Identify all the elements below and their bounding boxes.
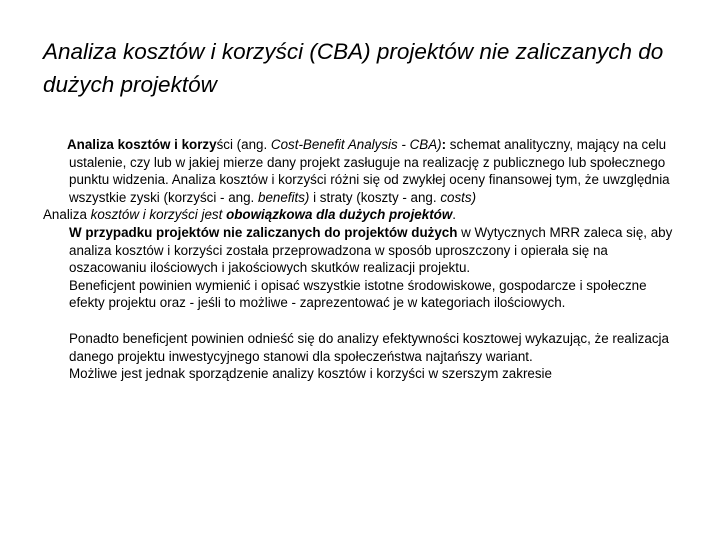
italic-segment: kosztów i korzyści jest xyxy=(90,207,227,223)
bold-italic-segment: obowiązkowa dla dużych projektów xyxy=(226,207,453,223)
italic-term-costs: costs) xyxy=(440,189,477,205)
italic-term-benefits: benefits) xyxy=(258,189,310,205)
bold-segment: W przypadku projektów nie zaliczanych do projektów dużych xyxy=(69,224,458,240)
italic-term-cba: Cost-Benefit Analysis - CBA) xyxy=(270,137,442,152)
spacer xyxy=(43,312,683,330)
paragraph-mandatory xyxy=(43,206,683,224)
colon-bold: : xyxy=(441,137,447,152)
term-lead-bold: Analiza kosztów i korzy xyxy=(67,137,217,152)
text-segment: . xyxy=(452,207,456,223)
slide-body xyxy=(43,136,683,383)
paragraph-cba-definition xyxy=(43,136,683,206)
text-segment: Analiza xyxy=(43,207,91,223)
text-segment: w Wytycznych MRR zaleca się, aby analiza kosztów i korzyści została przeprowadzona w sposób uproszczony i opierała się na oszacowaniu ilościowych i jakościowych skutków realizacji projektu. xyxy=(69,224,673,276)
paragraph-non-major xyxy=(43,224,683,277)
text-segment: i straty (koszty - ang. xyxy=(309,189,441,205)
paragraph-broader-scope: Możliwe jest jednak sporządzenie analizy kosztów i korzyści w szerszym zakresie xyxy=(69,366,552,382)
term-lead-rest: ści xyxy=(216,137,233,152)
text-segment: schemat analityczny, mający na celu ustalenie, czy lub w jakiej mierze dany projekt zasługuje na realizację z publicznego lub społecznego punktu widzenia. Analiza kosztów i korzyści różni się od zwykłej oceny finansowej tym, że uwzględnia wszystkie zyski (korzyści - ang. xyxy=(69,137,670,205)
slide-title: Analiza kosztów i korzyści (CBA) projektów nie zaliczanych do dużych projektów xyxy=(43,39,664,97)
paragraph-cost-effectiveness: Ponadto beneficjent powinien odnieść się do analizy efektywności kosztowej wykazując, że realizacja danego projektu inwestycyjnego stanowi dla społeczeństwa najtańszy wariant. xyxy=(69,330,669,364)
text-segment: (ang. xyxy=(232,137,271,152)
paragraph-beneficiary-effects: Beneficjent powinien wymienić i opisać wszystkie istotne środowiskowe, gospodarcze i społeczne efekty projektu oraz - jeśli to możliwe - zaprezentować je w kategoriach ilościowych. xyxy=(69,277,647,311)
